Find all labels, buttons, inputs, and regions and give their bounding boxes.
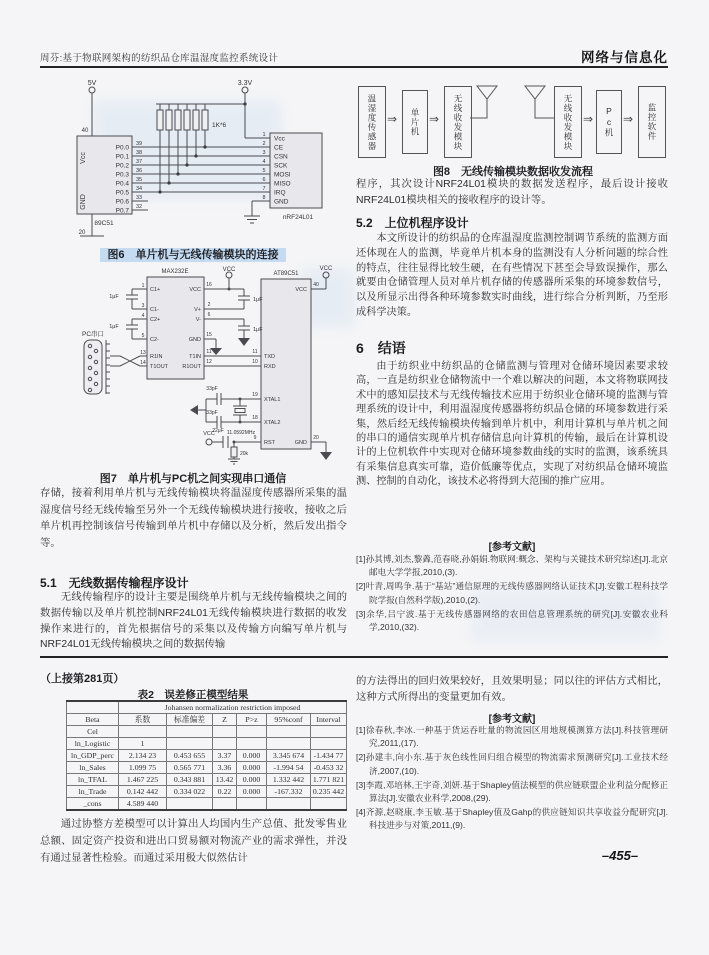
max-pin-number: 11	[206, 349, 212, 355]
paragraph: 由于纺织业中纺织品的仓储监测与管理对仓储环境因素要求较高，一直是纺织业仓储物流中一个难以解决的问题，本文将物联网技术中的感知层技术与无线传输技术应用于纺织业仓储环境的监测与管理系统的设计中，利用温湿度传感器将纺织品仓储的环境参数进行采集，然后经无线传输模块传输到单片机中，利用计算机与单片机之间的串口的通信实现单片机存储信息向计算机的传输，最后在计算机设计的上位机软件中实现对仓储环境参数曲线的实时的监测，该系统具有采集信息真实可靠，造价低廉等优点，实现了对纺织品仓储环境监测、控制的自动化，该技术必将得到大范围的推广应用。	[356, 361, 668, 488]
figure7-schematic	[44, 264, 346, 466]
header-rule	[40, 66, 668, 68]
at89c51-chip-name: AT89C51	[273, 271, 299, 277]
max-pin-number: 3	[141, 303, 145, 309]
table-cell	[119, 726, 167, 738]
table-cell: -1.994 54	[267, 762, 311, 774]
reference-item: [3]李霞,邓培林,王宇奇,刘妍.基于Shapley值法模型的供应链联盟企业利益分配修正算法[J].安徽农业科学,2008,(29).	[356, 779, 668, 804]
table-cell	[237, 798, 267, 811]
table-cell: 0.565 771	[167, 762, 213, 774]
table-cell: 0.000	[237, 774, 267, 786]
column-header: Beta	[67, 714, 119, 726]
table-cell: ln_Trade	[67, 786, 119, 798]
mcu-pin-number: 37	[136, 159, 143, 165]
mcu-pin-label: P0.2	[115, 162, 129, 170]
max-pin-number: 5	[141, 333, 145, 339]
table-cell: 0.334 022	[167, 786, 213, 798]
flow-arrow-icon: ⇒	[429, 112, 440, 126]
table-cell: ln_GDP_perc	[67, 750, 119, 762]
table-cell: 13.42	[213, 774, 237, 786]
nrf-pin-number: 4	[262, 159, 266, 165]
at-pin-number: 18	[252, 415, 258, 421]
table-cell: -167.332	[267, 786, 311, 798]
mcu-pin-label: P0.4	[115, 180, 129, 188]
column-header: Interval	[311, 714, 347, 726]
column-header: 95%conf	[267, 714, 311, 726]
at-pin-label: TXD	[264, 354, 275, 360]
nrf-pin-label: Vcc	[274, 135, 285, 143]
max-pin-label: T1OUT	[150, 364, 169, 370]
mcu-pin-number: 34	[136, 186, 143, 192]
max-pin-number: 14	[140, 360, 146, 366]
table-cell: 2.134 23	[119, 750, 167, 762]
table-cell: 1.771 821	[311, 774, 347, 786]
table-cell	[167, 726, 213, 738]
table-cell	[267, 738, 311, 750]
table-cell: -1.434 77	[311, 750, 347, 762]
mcu-pin-label: P0.7	[115, 207, 129, 215]
antenna-icon	[470, 84, 506, 130]
paragraph: 本文所设计的纺织品的仓库温湿度监测控制调节系统的监测方面还体现在人的监测，毕竟单片机本身的监测没有人分析问题的综合性的特点，往往显得比较生硬，在有些情况下甚至会导致误操作，那么就要由仓储管理人员对单片机存储的传感器所采集的环境参数信号，以及所显示出得各种环境参数实时曲线，进行综合分析判断，乃至形成科学决策。	[356, 233, 668, 318]
capacitor-value: 1μF	[253, 297, 263, 303]
max-pin-number: 12	[206, 359, 212, 365]
flow-box-sensor: 温湿度传感器	[358, 86, 386, 158]
capacitor-value: 1μF	[109, 324, 119, 330]
crystal-value: 11.0592MHz	[227, 430, 255, 436]
table-cell: 1.467 225	[119, 774, 167, 786]
table-row	[67, 774, 347, 786]
nrf-pin-number: 6	[262, 177, 266, 183]
table-span-header: Johansen normalization restriction imposed	[119, 701, 347, 714]
mcu-pin-number: 32	[136, 204, 143, 210]
column-header: Z	[213, 714, 237, 726]
at-pin-number: 40	[313, 282, 319, 288]
vcc-label: VCC	[222, 267, 236, 273]
mcu-pin-label: P0.0	[115, 144, 129, 152]
mcu-pin-label: P0.5	[115, 189, 129, 197]
paragraph: 存储，接着利用单片机与无线传输模块将温湿度传感器所采集的温湿度信号经无线传输至另外一个无线传输模块进行接收，接收之后单片机再控制该信号传输到单片机中存储以及分析，然后发出指令等。	[40, 488, 347, 549]
max232-chip-name: MAX232E	[161, 269, 189, 275]
table-cell	[311, 726, 347, 738]
figure6-schematic	[52, 78, 344, 244]
table-row	[67, 798, 347, 811]
mcu-pin-number: 39	[136, 141, 143, 147]
pc-serial-label: PC串口	[81, 331, 105, 338]
nrf-pin-number: 5	[262, 168, 266, 174]
max-pin-number: 1	[141, 283, 145, 289]
references-list	[356, 724, 668, 834]
table-cell: 0.000	[237, 786, 267, 798]
figure6-caption-text: 图6 单片机与无线传输模块的连接	[100, 248, 285, 262]
max-pin-number: 16	[206, 282, 212, 288]
capacitor-value: 1μF	[109, 294, 119, 300]
mcu-gnd-label: GND	[80, 194, 87, 210]
column-header: 系数	[119, 714, 167, 726]
flow-box-rf-module-tx: 无线收发模块	[444, 86, 472, 158]
at-pin-label: XTAL2	[264, 420, 281, 426]
table-cell: 1.332 442	[267, 774, 311, 786]
nrf-pin-label: MISO	[274, 180, 291, 188]
flow-box-pc: Pc机	[596, 90, 622, 154]
table-row	[67, 762, 347, 774]
section-heading-6: 6 结语	[356, 340, 406, 356]
max-pin-label: V+	[194, 307, 201, 313]
table-cell: Cel	[67, 726, 119, 738]
nrf-pin-number: 8	[262, 195, 266, 201]
column-header: 标准偏差	[167, 714, 213, 726]
running-title: 周芬:基于物联网架构的纺织品仓库温湿度监控系统设计	[40, 53, 279, 64]
continuation-note: （上接第281页）	[40, 673, 125, 685]
mcu-pin-number: 36	[136, 168, 143, 174]
table-cell: ln_TFAL	[67, 774, 119, 786]
mcu-pin-label: P0.6	[115, 198, 129, 206]
max-pin-label: C1-	[150, 307, 159, 313]
at-pin-number: 9	[253, 435, 257, 441]
reference-item: [4]齐源,赵晓康,李玉敏.基于Shapley值及Gahp的供应链知识共享收益分配研究[J].科技进步与对策,2011,(9).	[356, 807, 668, 831]
reference-item: [3]余华,吕宁波.基于无线传感器网络的农田信息管理系统的研究[J].安徽农业科学,2010,(32).	[356, 608, 668, 633]
section-heading-5-1: 5.1 无线数据传输程序设计	[40, 576, 189, 590]
table-cell	[311, 798, 347, 811]
nrf-pin-number: 1	[262, 132, 266, 138]
nrf-pin-label: CE	[274, 144, 284, 152]
at-pin-number: 19	[252, 392, 258, 398]
at-pin-number: 10	[252, 359, 258, 365]
flow-arrow-icon: ⇒	[387, 112, 398, 126]
table-cell: ln_Logistic	[67, 738, 119, 750]
table-cell: 3.345 674	[267, 750, 311, 762]
paragraph: 的方法得出的回归效果较好，且效果明显；同以往的评估方式相比，这种方式所得出的变量更加有效。	[356, 676, 668, 703]
nrf-pin-number: 3	[262, 150, 266, 156]
table-cell	[167, 798, 213, 811]
table-cell: 0.235 442	[311, 786, 347, 798]
max-pin-number: 15	[206, 332, 212, 338]
nrf-pin-label: MOSI	[274, 171, 291, 179]
paragraph: 程序，其次设计NRF24L01模块的数据发送程序，最后设计接收NRF24L01模块相关的接收程序的设计等。	[356, 179, 668, 206]
at-pin-label: XTAL1	[264, 397, 281, 403]
capacitor-value: 1μF	[253, 327, 263, 333]
table-cell: 3.37	[213, 750, 237, 762]
table-cell	[213, 738, 237, 750]
table-cell	[311, 738, 347, 750]
nrf-chip-name: nRF24L01	[282, 214, 314, 221]
table-cell: 0.22	[213, 786, 237, 798]
nrf-pin-label: IRQ	[274, 189, 286, 197]
max-pin-label: R1OUT	[182, 364, 201, 370]
max-pin-label: GND	[188, 337, 201, 343]
references-heading: [参考文献]	[488, 542, 536, 553]
table-cell: 0.453 655	[167, 750, 213, 762]
table-cell	[167, 738, 213, 750]
table-cell: -0.453 32	[311, 762, 347, 774]
max-pin-label: C1+	[150, 287, 161, 293]
table2-title: 表2 误差修正模型结果	[137, 689, 249, 701]
max-pin-number: 6	[207, 312, 211, 318]
table-row	[67, 750, 347, 762]
table-cell: 0.000	[237, 762, 267, 774]
column-header: P>z	[237, 714, 267, 726]
capacitor-value: 22μF	[212, 428, 224, 434]
section-divider-rule	[40, 656, 668, 658]
paragraph: 通过协整方差模型可以计算出人均国内生产总值、批发零售业总额、固定资产投资和进出口贸易额对物流产业的需求弹性，并没有通过显著性检验。而通过采用极大似然估计	[40, 819, 347, 864]
supply-5v-label: 5V	[87, 80, 97, 87]
flow-box-software: 监控软件	[638, 86, 666, 158]
vcc-label: VCC	[203, 431, 215, 437]
table-cell	[213, 726, 237, 738]
max-pin-label: C2+	[150, 317, 161, 323]
table-cell	[267, 798, 311, 811]
figure8-caption: 图8 无线传输模块数据收发流程	[432, 166, 594, 178]
table2-error-correction-model	[66, 700, 347, 811]
at-pin-label: GND	[294, 440, 307, 446]
reference-item: [1]徐春秋,李冰.一种基于货运吞吐量的物流园区用地规模测算方法[J].科技管理研究,2011,(17).	[356, 725, 668, 749]
resistor-value: 1K*6	[212, 122, 227, 129]
nrf-pin-label: SCK	[274, 162, 288, 170]
journal-section-title: 网络与信息化	[581, 50, 668, 65]
capacitor-value: 33pF	[206, 410, 218, 416]
at-pin-label: RST	[264, 440, 275, 446]
supply-3v3-label: 3.3V	[237, 80, 253, 87]
table-row	[67, 726, 347, 738]
at-pin-number: 20	[313, 435, 319, 441]
figure8-diagram	[356, 84, 670, 162]
antenna-icon	[518, 84, 554, 130]
table-corner-cell	[67, 701, 119, 714]
max-pin-label: C2-	[150, 337, 159, 343]
at-pin-label: RXD	[264, 364, 276, 370]
mcu-vcc-label: Vcc	[80, 152, 87, 164]
nrf-pin-number: 7	[262, 186, 266, 192]
at-pin-number: 11	[252, 349, 258, 355]
capacitor-value: 33pF	[206, 386, 218, 392]
max-pin-number: 13	[140, 350, 146, 356]
flow-box-rf-module-rx: 无线收发模块	[554, 86, 582, 158]
resistor-value: 20k	[240, 451, 249, 457]
table-cell: 1	[119, 738, 167, 750]
references-heading: [参考文献]	[488, 714, 536, 725]
mcu-pin-number: 38	[136, 150, 143, 156]
table-cell: _cons	[67, 798, 119, 811]
references-list	[356, 553, 668, 635]
table-cell: 4.589 440	[119, 798, 167, 811]
table-row	[67, 738, 347, 750]
mcu-pin-label: P0.1	[115, 153, 129, 161]
table-cell: 0.343 881	[167, 774, 213, 786]
figure7-caption: 图7 单片机与PC机之间实现串口通信	[99, 473, 287, 485]
reference-item: [2]孙建丰,向小东.基于灰色线性回归组合模型的物流需求预测研究[J].工业技术经济,2007,(10).	[356, 752, 668, 776]
max-pin-label: V-	[195, 317, 201, 323]
vcc-label: VCC	[319, 266, 333, 272]
nrf-pin-number: 2	[262, 141, 266, 147]
table-header-row	[67, 714, 347, 726]
max-pin-number: 2	[207, 302, 211, 308]
table-cell: 3.36	[213, 762, 237, 774]
table-cell	[267, 726, 311, 738]
flow-box-mcu: 单片机	[402, 90, 428, 154]
mcu-pin-number: 35	[136, 177, 143, 183]
table-span-header-row	[67, 701, 347, 714]
mcu-pin-label: P0.3	[115, 171, 129, 179]
figure6-caption	[40, 246, 346, 262]
pin20-label: 20	[78, 230, 86, 236]
table-cell: 1.099 75	[119, 762, 167, 774]
table-row	[67, 786, 347, 798]
section-heading-5-2: 5.2 上位机程序设计	[356, 216, 469, 230]
max-pin-label: VCC	[189, 287, 201, 293]
paragraph: 无线传输程序的设计主要是围绕单片机与无线传输模块之间的数据传输以及单片机控制NRF24L01无线传输模块进行数据的收发操作来进行的，首先根据信号的采集以及传输方向编写单片机与NRF24L01无线传输模块之间的数据传输	[40, 592, 347, 651]
at-pin-label: VCC	[295, 287, 307, 293]
nrf-pin-label: GND	[274, 198, 289, 206]
table-cell	[213, 798, 237, 811]
mcu-chip-name: 89C51	[94, 220, 114, 227]
flow-arrow-icon: ⇒	[583, 112, 594, 126]
max-pin-label: R1IN	[150, 354, 163, 360]
pin40-label: 40	[81, 128, 89, 134]
table-cell: 0.142 442	[119, 786, 167, 798]
mcu-pin-number: 33	[136, 195, 143, 201]
nrf-pin-label: CSN	[274, 153, 288, 161]
table-cell: ln_Sales	[67, 762, 119, 774]
page-number: –455–	[601, 848, 639, 863]
table-cell	[237, 738, 267, 750]
max-pin-label: T1IN	[189, 354, 201, 360]
reference-item: [1]孙其博,刘杰,黎羴,范春晓,孙娟娟.物联网:概念、架构与关键技术研究综述[J].北京邮电大学学报,2010,(3).	[356, 554, 668, 578]
table-cell	[237, 726, 267, 738]
reference-item: [2]叶青,周鸣争.基于“基站”通信原理的无线传感器网络认证技术[J].安徽工程科技学院学报(自然科学版),2010,(2).	[356, 581, 668, 605]
flow-arrow-icon: ⇒	[623, 112, 634, 126]
table-cell: 0.000	[237, 750, 267, 762]
max-pin-number: 4	[141, 313, 145, 319]
